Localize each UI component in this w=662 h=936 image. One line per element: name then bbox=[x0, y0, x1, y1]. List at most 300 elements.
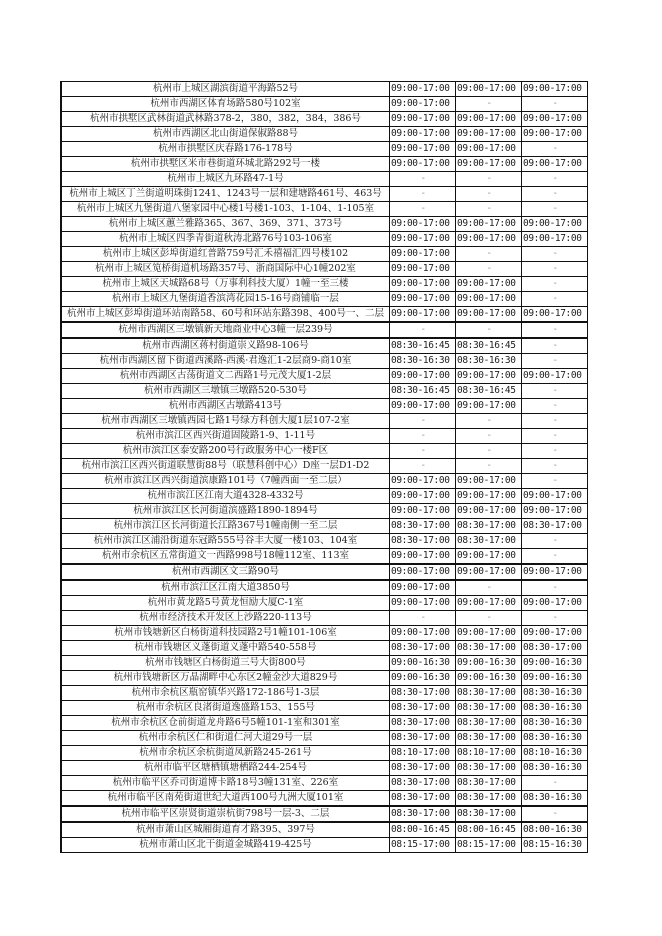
hours-cell-1[interactable]: - bbox=[390, 414, 456, 429]
hours-cell-2[interactable]: 09:00-17:00 bbox=[456, 277, 522, 292]
hours-cell-3[interactable]: - bbox=[522, 97, 588, 112]
address-cell[interactable] bbox=[61, 444, 390, 459]
hours-cell-3[interactable]: - bbox=[522, 474, 588, 489]
hours-cell-2[interactable]: 09:00-17:00 bbox=[456, 369, 522, 384]
hours-cell-1[interactable]: - bbox=[390, 187, 456, 202]
hours-cell-3[interactable]: 08:30-16:30 bbox=[522, 731, 588, 746]
address-cell[interactable] bbox=[61, 187, 390, 202]
address-cell[interactable] bbox=[61, 459, 390, 474]
hours-cell-3[interactable]: - bbox=[522, 459, 588, 474]
hours-cell-3[interactable]: - bbox=[522, 776, 588, 791]
table-row bbox=[61, 504, 588, 519]
address-text: 杭州市西湖区留下街道西溪路-西溪·君逸汇1-2层商9-商10室 bbox=[99, 355, 352, 366]
address-wrap bbox=[62, 565, 389, 579]
address-text: 杭州市滨江区长河街道长江路367号1幢南侧一至二层 bbox=[113, 520, 338, 531]
hours-cell-2[interactable]: - bbox=[456, 97, 522, 112]
hours-cell-1[interactable]: 09:00-17:00 bbox=[390, 127, 456, 142]
hours-cell-1[interactable]: 09:00-17:00 bbox=[390, 549, 456, 565]
table-row bbox=[61, 112, 588, 127]
table-row bbox=[61, 716, 588, 731]
hours-cell-3[interactable]: 09:00-17:00 bbox=[522, 232, 588, 247]
table-row bbox=[61, 519, 588, 534]
address-text: 杭州市黄龙路5号黄龙恒励大厦C-1室 bbox=[147, 597, 304, 608]
hours-cell-3[interactable]: 09:00-17:00 bbox=[522, 504, 588, 519]
hours-cell-3[interactable]: 09:00-17:00 bbox=[522, 626, 588, 641]
hours-cell-1[interactable]: 09:00-17:00 bbox=[390, 474, 456, 489]
hours-cell-1[interactable]: - bbox=[390, 429, 456, 444]
address-cell[interactable] bbox=[61, 157, 390, 172]
address-cell[interactable] bbox=[61, 292, 390, 307]
hours-cell-3[interactable]: 09:00-17:00 bbox=[522, 217, 588, 232]
hours-cell-3[interactable]: 09:00-17:00 bbox=[522, 369, 588, 384]
hours-cell-1[interactable]: 08:30-16:45 bbox=[390, 384, 456, 399]
hours-cell-3[interactable]: 09:00-17:00 bbox=[522, 127, 588, 142]
hours-cell-2[interactable]: 08:30-16:30 bbox=[456, 354, 522, 369]
hours-cell-1[interactable]: 09:00-17:00 bbox=[390, 399, 456, 414]
hours-cell-3[interactable]: 09:00-16:30 bbox=[522, 656, 588, 671]
hours-cell-2[interactable]: - bbox=[456, 580, 522, 596]
address-wrap bbox=[62, 97, 389, 111]
hours-cell-3[interactable]: - bbox=[522, 172, 588, 187]
address-wrap bbox=[62, 127, 389, 141]
hours-cell-3[interactable]: - bbox=[522, 549, 588, 565]
address-wrap bbox=[62, 369, 389, 383]
hours-cell-1[interactable]: 08:30-17:00 bbox=[390, 806, 456, 822]
address-wrap bbox=[62, 202, 389, 216]
address-cell[interactable] bbox=[61, 202, 390, 217]
hours-cell-3[interactable]: - bbox=[522, 202, 588, 217]
hours-cell-2[interactable]: 09:00-16:30 bbox=[456, 671, 522, 686]
hours-cell-1[interactable]: - bbox=[390, 459, 456, 474]
address-cell[interactable] bbox=[61, 384, 390, 399]
hours-cell-2[interactable]: 08:30-17:00 bbox=[456, 519, 522, 534]
hours-cell-3[interactable]: 08:30-16:30 bbox=[522, 716, 588, 731]
address-wrap bbox=[62, 112, 389, 126]
hours-cell-3[interactable]: - bbox=[522, 354, 588, 369]
address-text: 杭州市临平区南苑街道世纪大道西100号九洲大厦101室 bbox=[107, 792, 344, 803]
address-text: 杭州市滨江区浦沿街道东冠路555号谷丰大厦一楼103、104室 bbox=[93, 535, 358, 546]
table-row bbox=[61, 247, 588, 262]
address-text: 杭州市上城区蕙兰雅路365、367、369、371、373号 bbox=[108, 218, 343, 229]
table-row bbox=[61, 791, 588, 807]
hours-cell-2[interactable]: - bbox=[456, 414, 522, 429]
hours-cell-1[interactable]: 08:00-16:45 bbox=[390, 822, 456, 838]
table-row bbox=[61, 838, 588, 853]
address-cell[interactable] bbox=[61, 746, 390, 761]
hours-cell-3[interactable]: 09:00-17:00 bbox=[522, 112, 588, 127]
address-wrap bbox=[62, 277, 389, 291]
hours-cell-2[interactable]: - bbox=[456, 322, 522, 338]
address-wrap bbox=[62, 399, 389, 413]
address-cell[interactable] bbox=[61, 656, 390, 671]
address-wrap bbox=[62, 384, 389, 398]
address-wrap bbox=[62, 686, 389, 700]
address-text: 杭州市上城区彭埠街道环站南路58、60号和环站东路398、400号一、二层 bbox=[67, 308, 384, 319]
hours-cell-2[interactable]: 09:00-17:00 bbox=[456, 142, 522, 157]
hours-cell-1[interactable]: 09:00-17:00 bbox=[390, 142, 456, 157]
hours-cell-3[interactable]: 08:30-16:30 bbox=[522, 791, 588, 807]
address-cell[interactable] bbox=[61, 489, 390, 504]
hours-cell-1[interactable]: - bbox=[390, 444, 456, 459]
address-cell[interactable] bbox=[61, 338, 390, 354]
hours-cell-1[interactable]: 08:30-17:00 bbox=[390, 731, 456, 746]
address-cell[interactable] bbox=[61, 354, 390, 369]
table-row bbox=[61, 322, 588, 338]
address-text: 杭州市上城区丁兰街道明珠街1241、1243号一层和建塘路461号、463号 bbox=[69, 188, 382, 199]
table-row bbox=[61, 564, 588, 580]
hours-cell-3[interactable]: 09:00-17:00 bbox=[522, 489, 588, 504]
table-row bbox=[61, 384, 588, 399]
address-wrap bbox=[62, 761, 389, 775]
hours-cell-2[interactable]: 09:00-17:00 bbox=[456, 112, 522, 127]
hours-cell-3[interactable]: - bbox=[522, 611, 588, 626]
address-wrap bbox=[62, 504, 389, 518]
address-text: 杭州市萧山区北干街道金城路419-425号 bbox=[139, 839, 312, 850]
address-cell[interactable] bbox=[61, 641, 390, 656]
hours-cell-3[interactable]: 08:30-17:00 bbox=[522, 519, 588, 534]
address-wrap bbox=[62, 262, 389, 276]
address-cell[interactable] bbox=[61, 596, 390, 611]
address-text: 杭州市西湖区三墩镇三墩路520-530号 bbox=[144, 385, 307, 396]
hours-cell-3[interactable]: - bbox=[522, 262, 588, 277]
table-row bbox=[61, 596, 588, 611]
address-text: 杭州市西湖区文三路90号 bbox=[171, 566, 280, 577]
address-cell[interactable] bbox=[61, 277, 390, 292]
address-wrap bbox=[62, 823, 389, 837]
hours-cell-1[interactable]: 08:30-17:00 bbox=[390, 686, 456, 701]
hours-cell-1[interactable]: 09:00-17:00 bbox=[390, 97, 456, 112]
address-cell[interactable] bbox=[61, 549, 390, 565]
table-row bbox=[61, 580, 588, 596]
hours-cell-2[interactable]: 09:00-17:00 bbox=[456, 157, 522, 172]
hours-cell-3[interactable]: - bbox=[522, 322, 588, 338]
hours-cell-1[interactable]: 09:00-17:00 bbox=[390, 489, 456, 504]
hours-cell-2[interactable]: 08:30-17:00 bbox=[456, 641, 522, 656]
address-wrap bbox=[62, 489, 389, 503]
address-text: 杭州市萧山区城厢街道育才路395、397号 bbox=[136, 824, 315, 835]
table-row bbox=[61, 746, 588, 761]
address-text: 杭州市拱墅区米市巷街道环城北路292号一楼 bbox=[130, 158, 321, 169]
hours-cell-2[interactable]: 09:00-17:00 bbox=[456, 626, 522, 641]
table-row bbox=[61, 534, 588, 549]
address-cell[interactable] bbox=[61, 671, 390, 686]
table-row bbox=[61, 97, 588, 112]
hours-cell-1[interactable]: 08:30-16:30 bbox=[390, 354, 456, 369]
hours-cell-2[interactable]: 08:30-17:00 bbox=[456, 806, 522, 822]
hours-cell-2[interactable]: 08:30-17:00 bbox=[456, 731, 522, 746]
hours-cell-1[interactable]: 08:15-17:00 bbox=[390, 838, 456, 853]
address-cell[interactable] bbox=[61, 822, 390, 838]
hours-cell-3[interactable]: 09:00-17:00 bbox=[522, 564, 588, 580]
hours-cell-3[interactable]: - bbox=[522, 292, 588, 307]
address-cell[interactable] bbox=[61, 414, 390, 429]
table-row bbox=[61, 262, 588, 277]
hours-cell-2[interactable]: - bbox=[456, 444, 522, 459]
table-row bbox=[61, 731, 588, 746]
address-cell[interactable] bbox=[61, 322, 390, 338]
address-text: 杭州市余杭区良渚街道逸盛路153、155号 bbox=[136, 702, 315, 713]
hours-cell-1[interactable]: 09:00-17:00 bbox=[390, 307, 456, 323]
address-text: 杭州市西湖区北山街道保俶路88号 bbox=[152, 128, 299, 139]
address-wrap bbox=[62, 187, 389, 201]
hours-cell-3[interactable]: - bbox=[522, 247, 588, 262]
hours-cell-2[interactable]: 08:30-17:00 bbox=[456, 716, 522, 731]
address-cell[interactable] bbox=[61, 838, 390, 853]
hours-cell-1[interactable]: 08:30-17:00 bbox=[390, 519, 456, 534]
hours-cell-1[interactable]: 09:00-17:00 bbox=[390, 217, 456, 232]
hours-cell-3[interactable]: - bbox=[522, 277, 588, 292]
hours-cell-1[interactable]: 08:30-16:45 bbox=[390, 338, 456, 354]
hours-cell-3[interactable]: 09:00-17:00 bbox=[522, 157, 588, 172]
hours-cell-3[interactable]: 08:30-16:30 bbox=[522, 761, 588, 776]
address-wrap bbox=[62, 474, 389, 488]
hours-cell-2[interactable]: - bbox=[456, 611, 522, 626]
address-text: 杭州市钱塘新区万晶湖畔中心东区2幢金沙大道829号 bbox=[113, 672, 338, 683]
hours-cell-2[interactable]: 09:00-16:30 bbox=[456, 656, 522, 671]
hours-cell-2[interactable]: 09:00-17:00 bbox=[456, 307, 522, 323]
hours-cell-1[interactable]: 09:00-17:00 bbox=[390, 232, 456, 247]
hours-cell-2[interactable]: 09:00-17:00 bbox=[456, 127, 522, 142]
hours-cell-3[interactable]: - bbox=[522, 534, 588, 549]
table-row bbox=[61, 354, 588, 369]
address-cell[interactable] bbox=[61, 686, 390, 701]
address-cell[interactable] bbox=[61, 262, 390, 277]
address-wrap bbox=[62, 641, 389, 655]
hours-cell-3[interactable]: - bbox=[522, 384, 588, 399]
address-cell[interactable] bbox=[61, 626, 390, 641]
address-cell[interactable] bbox=[61, 761, 390, 776]
hours-cell-2[interactable]: 09:00-17:00 bbox=[456, 564, 522, 580]
address-text: 杭州市上城区四季青街道秋涛北路76号103-106室 bbox=[118, 233, 333, 244]
table-row bbox=[61, 202, 588, 217]
address-wrap bbox=[62, 776, 389, 790]
hours-cell-3[interactable]: 09:00-16:30 bbox=[522, 671, 588, 686]
hours-cell-2[interactable]: 09:00-17:00 bbox=[456, 549, 522, 565]
address-wrap bbox=[62, 611, 389, 625]
hours-cell-1[interactable]: 09:00-17:00 bbox=[390, 504, 456, 519]
address-text: 杭州市上城区九环路47-1号 bbox=[167, 173, 284, 184]
address-text: 杭州市西湖区体育场路580号102室 bbox=[150, 98, 301, 109]
table-row bbox=[61, 399, 588, 414]
hours-cell-2[interactable]: - bbox=[456, 172, 522, 187]
hours-cell-1[interactable]: 09:00-17:00 bbox=[390, 626, 456, 641]
hours-cell-1[interactable]: 09:00-16:30 bbox=[390, 656, 456, 671]
hours-cell-3[interactable]: - bbox=[522, 414, 588, 429]
address-cell[interactable] bbox=[61, 504, 390, 519]
address-text: 杭州市滨江区西兴街道联慧街88号（联慧科创中心）D座一层D1-D2 bbox=[81, 460, 370, 471]
address-wrap bbox=[62, 429, 389, 443]
address-text: 杭州市西湖区三墩镇西园七路1号绿方科创大厦1层107-2室 bbox=[101, 415, 350, 426]
hours-cell-2[interactable]: 08:30-17:00 bbox=[456, 686, 522, 701]
hours-cell-2[interactable]: 09:00-17:00 bbox=[456, 82, 522, 97]
table-row bbox=[61, 369, 588, 384]
hours-cell-1[interactable]: 09:00-16:30 bbox=[390, 671, 456, 686]
address-cell[interactable] bbox=[61, 806, 390, 822]
address-cell[interactable] bbox=[61, 776, 390, 791]
hours-cell-1[interactable]: - bbox=[390, 172, 456, 187]
address-cell[interactable] bbox=[61, 399, 390, 414]
hours-cell-1[interactable]: 09:00-17:00 bbox=[390, 292, 456, 307]
hours-cell-1[interactable]: 09:00-17:00 bbox=[390, 596, 456, 611]
hours-cell-2[interactable]: 08:30-17:00 bbox=[456, 761, 522, 776]
table-row bbox=[61, 611, 588, 626]
hours-cell-1[interactable]: 09:00-17:00 bbox=[390, 82, 456, 97]
address-cell[interactable] bbox=[61, 474, 390, 489]
address-cell[interactable] bbox=[61, 142, 390, 157]
hours-cell-3[interactable]: 08:10-16:30 bbox=[522, 746, 588, 761]
hours-cell-3[interactable]: 08:30-16:30 bbox=[522, 701, 588, 716]
address-cell[interactable] bbox=[61, 564, 390, 580]
hours-cell-1[interactable]: 09:00-17:00 bbox=[390, 157, 456, 172]
hours-cell-2[interactable]: 08:30-17:00 bbox=[456, 776, 522, 791]
address-cell[interactable] bbox=[61, 534, 390, 549]
table-row bbox=[61, 157, 588, 172]
address-text: 杭州市西湖区蒋村街道崇义路98-106号 bbox=[142, 340, 309, 351]
address-wrap bbox=[62, 581, 389, 595]
hours-cell-3[interactable]: 08:30-17:00 bbox=[522, 641, 588, 656]
address-text: 杭州市上城区九堡街道香滨湾花园15-16号商铺临一层 bbox=[112, 293, 339, 304]
hours-cell-3[interactable]: 08:00-16:30 bbox=[522, 822, 588, 838]
hours-cell-3[interactable]: - bbox=[522, 444, 588, 459]
hours-cell-2[interactable]: 08:30-16:45 bbox=[456, 338, 522, 354]
hours-cell-3[interactable]: 09:00-17:00 bbox=[522, 307, 588, 323]
hours-cell-2[interactable]: 09:00-17:00 bbox=[456, 474, 522, 489]
hours-cell-3[interactable]: - bbox=[522, 806, 588, 822]
address-wrap bbox=[62, 519, 389, 533]
hours-cell-3[interactable]: 08:30-16:30 bbox=[522, 686, 588, 701]
hours-cell-2[interactable]: 08:30-17:00 bbox=[456, 534, 522, 549]
hours-cell-2[interactable]: 08:30-16:45 bbox=[456, 384, 522, 399]
hours-cell-1[interactable]: 09:00-17:00 bbox=[390, 580, 456, 596]
hours-cell-3[interactable]: - bbox=[522, 580, 588, 596]
hours-cell-1[interactable]: - bbox=[390, 322, 456, 338]
hours-cell-1[interactable]: 08:30-17:00 bbox=[390, 641, 456, 656]
address-cell[interactable] bbox=[61, 127, 390, 142]
hours-cell-2[interactable]: 09:00-17:00 bbox=[456, 596, 522, 611]
address-cell[interactable] bbox=[61, 369, 390, 384]
hours-cell-3[interactable]: - bbox=[522, 338, 588, 354]
address-cell[interactable] bbox=[61, 611, 390, 626]
hours-cell-3[interactable]: - bbox=[522, 142, 588, 157]
address-text: 杭州市临平区崇贤街道崇杭街798号一层-3、二层 bbox=[121, 808, 330, 819]
address-wrap bbox=[62, 323, 389, 337]
hours-cell-1[interactable]: 08:30-17:00 bbox=[390, 534, 456, 549]
hours-cell-1[interactable]: 09:00-17:00 bbox=[390, 277, 456, 292]
address-wrap bbox=[62, 217, 389, 231]
hours-cell-1[interactable]: 08:30-17:00 bbox=[390, 701, 456, 716]
address-cell[interactable] bbox=[61, 791, 390, 807]
address-text: 杭州市滨江区江南大道3850号 bbox=[161, 582, 290, 593]
hours-cell-2[interactable]: 08:30-17:00 bbox=[456, 701, 522, 716]
address-cell[interactable] bbox=[61, 716, 390, 731]
hours-cell-1[interactable]: 09:00-17:00 bbox=[390, 262, 456, 277]
address-text: 杭州市上城区笕桥街道机场路357号、浙商国际中心1幢202室 bbox=[95, 263, 356, 274]
table-row bbox=[61, 549, 588, 565]
hours-cell-2[interactable]: 09:00-17:00 bbox=[456, 504, 522, 519]
hours-cell-1[interactable]: 08:10-17:00 bbox=[390, 746, 456, 761]
address-cell[interactable] bbox=[61, 82, 390, 97]
table-row bbox=[61, 626, 588, 641]
hours-cell-2[interactable]: 08:00-16:45 bbox=[456, 822, 522, 838]
address-cell[interactable] bbox=[61, 217, 390, 232]
address-wrap bbox=[62, 142, 389, 156]
hours-cell-3[interactable]: 08:15-16:30 bbox=[522, 838, 588, 853]
hours-cell-3[interactable]: 09:00-17:00 bbox=[522, 82, 588, 97]
table-row bbox=[61, 217, 588, 232]
hours-cell-3[interactable]: 09:00-17:00 bbox=[522, 596, 588, 611]
address-text: 杭州市上城区彭埠街道红普路759号汇禾禧福汇四号楼102 bbox=[102, 248, 349, 259]
address-wrap bbox=[62, 232, 389, 246]
hours-cell-1[interactable]: 08:30-17:00 bbox=[390, 776, 456, 791]
hours-cell-2[interactable]: 08:15-17:00 bbox=[456, 838, 522, 853]
table-row bbox=[61, 338, 588, 354]
hours-cell-2[interactable]: 09:00-17:00 bbox=[456, 232, 522, 247]
hours-cell-2[interactable]: - bbox=[456, 459, 522, 474]
address-wrap bbox=[62, 731, 389, 745]
hours-cell-2[interactable]: 09:00-17:00 bbox=[456, 489, 522, 504]
hours-cell-2[interactable]: 09:00-17:00 bbox=[456, 217, 522, 232]
address-text: 杭州市余杭区余杭街道凤新路245-261号 bbox=[139, 747, 312, 758]
hours-cell-2[interactable]: - bbox=[456, 187, 522, 202]
table-row bbox=[61, 277, 588, 292]
address-wrap bbox=[62, 656, 389, 670]
address-cell[interactable] bbox=[61, 701, 390, 716]
hours-cell-2[interactable]: - bbox=[456, 202, 522, 217]
hours-cell-1[interactable]: 09:00-17:00 bbox=[390, 369, 456, 384]
address-cell[interactable] bbox=[61, 247, 390, 262]
hours-cell-2[interactable]: 09:00-17:00 bbox=[456, 292, 522, 307]
hours-cell-2[interactable]: - bbox=[456, 262, 522, 277]
hours-cell-2[interactable]: 09:00-17:00 bbox=[456, 399, 522, 414]
hours-cell-2[interactable]: - bbox=[456, 429, 522, 444]
table-row bbox=[61, 761, 588, 776]
table-row bbox=[61, 142, 588, 157]
table-row bbox=[61, 307, 588, 323]
hours-cell-3[interactable]: - bbox=[522, 429, 588, 444]
address-cell[interactable] bbox=[61, 97, 390, 112]
address-wrap bbox=[62, 807, 389, 821]
hours-cell-1[interactable]: 09:00-17:00 bbox=[390, 564, 456, 580]
hours-cell-1[interactable]: 08:30-17:00 bbox=[390, 716, 456, 731]
hours-cell-1[interactable]: 08:30-17:00 bbox=[390, 791, 456, 807]
address-text: 杭州市西湖区古墩路413号 bbox=[168, 400, 283, 411]
address-wrap bbox=[62, 354, 389, 368]
address-wrap bbox=[62, 716, 389, 730]
hours-cell-1[interactable]: - bbox=[390, 611, 456, 626]
address-cell[interactable] bbox=[61, 172, 390, 187]
hours-cell-1[interactable]: 08:30-17:00 bbox=[390, 761, 456, 776]
hours-cell-2[interactable]: 08:30-17:00 bbox=[456, 791, 522, 807]
address-cell[interactable] bbox=[61, 307, 390, 323]
hours-cell-1[interactable]: - bbox=[390, 202, 456, 217]
address-wrap bbox=[62, 459, 389, 473]
hours-cell-3[interactable]: - bbox=[522, 399, 588, 414]
address-cell[interactable] bbox=[61, 232, 390, 247]
address-wrap bbox=[62, 414, 389, 428]
address-cell[interactable] bbox=[61, 429, 390, 444]
hours-cell-2[interactable]: 08:10-17:00 bbox=[456, 746, 522, 761]
address-cell[interactable] bbox=[61, 519, 390, 534]
hours-cell-3[interactable]: - bbox=[522, 187, 588, 202]
hours-cell-2[interactable]: - bbox=[456, 247, 522, 262]
address-cell[interactable] bbox=[61, 731, 390, 746]
hours-cell-1[interactable]: 09:00-17:00 bbox=[390, 112, 456, 127]
hours-cell-1[interactable]: 09:00-17:00 bbox=[390, 247, 456, 262]
address-cell[interactable] bbox=[61, 580, 390, 596]
address-text: 杭州市滨江区西兴街道滨康路101号（7幢西面一至二层） bbox=[104, 475, 347, 486]
address-wrap bbox=[62, 671, 389, 685]
address-cell[interactable] bbox=[61, 112, 390, 127]
